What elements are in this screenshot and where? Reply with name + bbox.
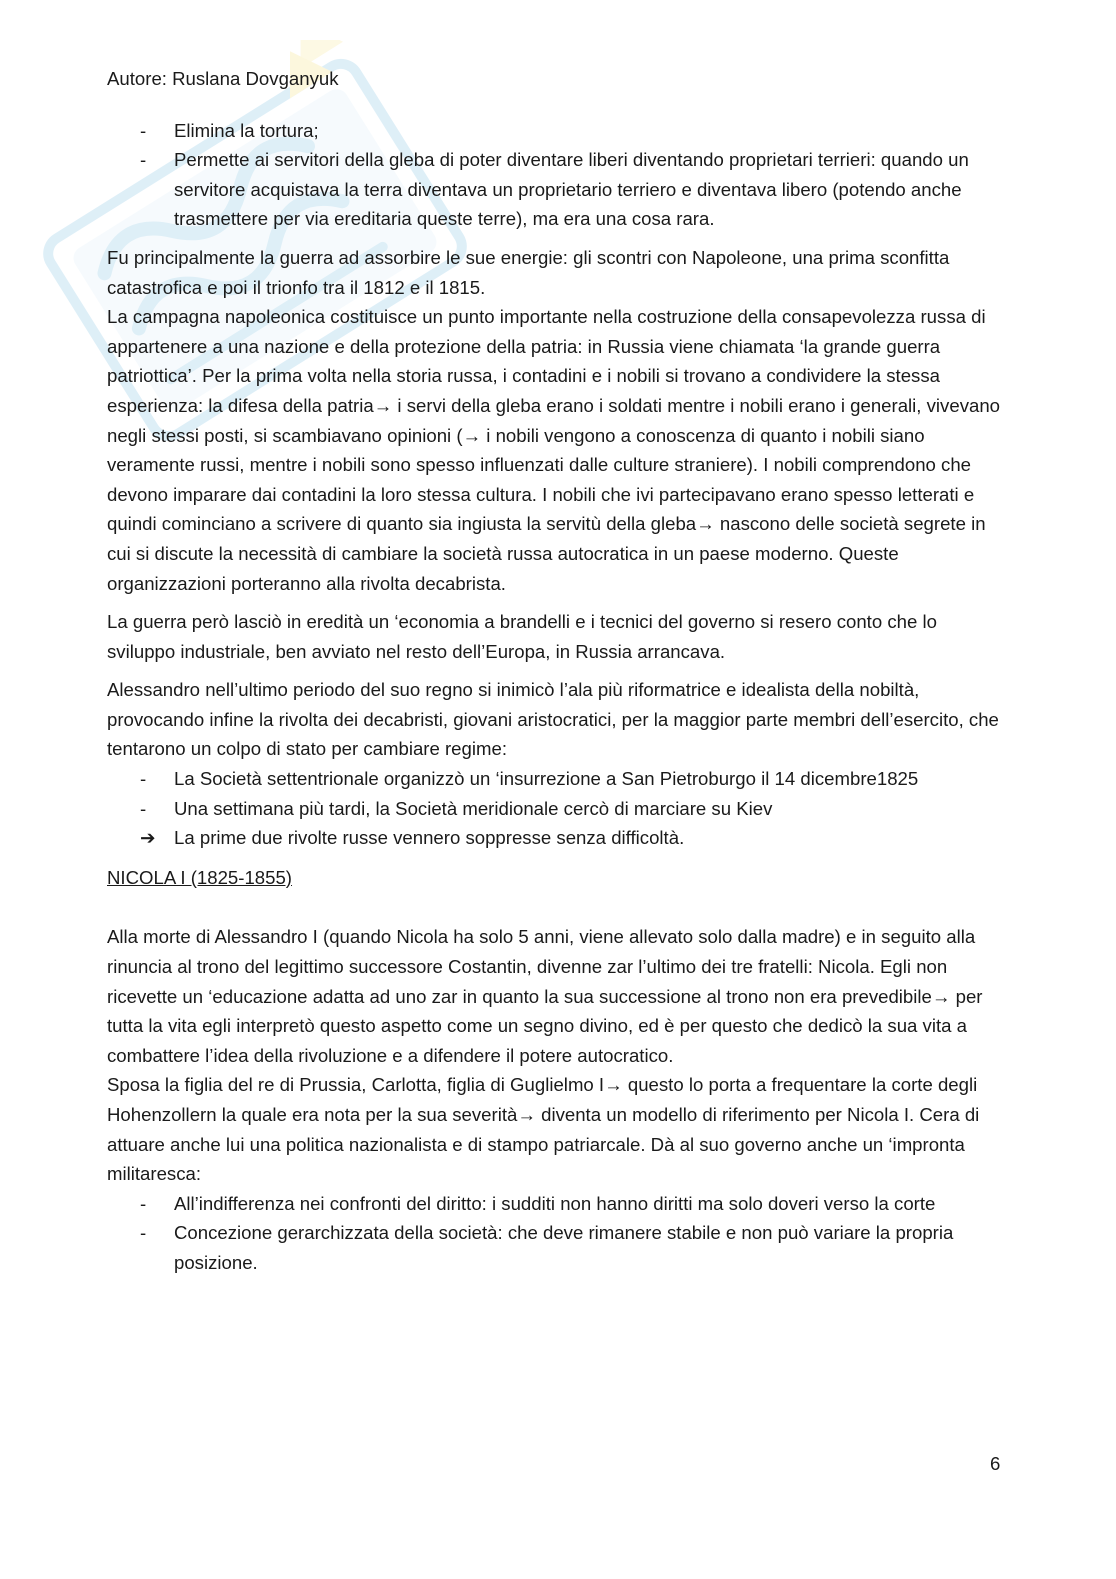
list-marker: -	[140, 149, 147, 171]
list-item	[107, 1218, 1007, 1277]
list-item	[107, 794, 1007, 824]
list-item	[107, 764, 1007, 794]
list-item	[107, 145, 1007, 234]
list-item-text: Permette ai servitori della gleba di poter diventare liberi diventando proprietari terrieri: quando un servitore acquistava la terra diventava un proprietario terriero e diventava libero (potendo anche trasmettere per via ereditaria queste terre), ma era una cosa rara.	[174, 149, 969, 230]
list-marker: -	[140, 1222, 147, 1244]
list-marker: -	[140, 119, 147, 141]
paragraph: La campagna napoleonica costituisce un punto importante nella costruzione della consapevolezza russa di appartenere a una nazione e della protezione della patria: in Russia viene chiamata ‘la grande guerra patriottica’. Per la prima volta nella storia russa, i contadini e i nobili si trovano a condividere la stessa esperienza: la difesa della patria→ i servi della gleba erano i soldati mentre i nobili erano i generali, vivevano negli stessi posti, si scambiavano opinioni (→ i nobili vengono a conoscenza di quanto i nobili siano veramente russi, mentre i nobili sono spesso influenzati dalle culture straniere). I nobili comprendono che devono imparare dai contadini la loro stessa cultura. I nobili che ivi partecipavano erano spesso letterati e quindi cominciano a scrivere di quanto sia ingiusta la servitù della gleba→ nascono delle società segrete in cui si discute la necessità di cambiare la società russa autocratica in un paese moderno. Queste organizzazioni porteranno alla rivolta decabrista.	[107, 306, 1001, 594]
arrow-icon: ➔	[140, 827, 156, 849]
list-item	[107, 1189, 1007, 1219]
page-number: 6	[990, 1453, 1001, 1474]
list-item-text: Una settimana più tardi, la Società meridionale cercò di marciare su Kiev	[174, 797, 773, 819]
paragraph: La guerra però lasciò in eredità un ‘economia a brandelli e i tecnici del governo si resero conto che lo sviluppo industriale, ben avviato nel resto dell’Europa, in Russia arrancava.	[107, 611, 937, 662]
page-content	[107, 64, 1007, 1278]
paragraph: Sposa la figlia del re di Prussia, Carlotta, figlia di Guglielmo I→ questo lo porta a frequentare la corte degli Hohenzollern la quale era nota per la sua severità→ diventa un modello di riferimento per Nicola I. Cera di attuare anche lui una politica nazionalista e di stampo patriarcale. Dà al suo governo anche un ‘impronta militaresca:	[107, 1074, 980, 1185]
list-item	[107, 823, 1007, 853]
author-line: Autore: Ruslana Dovganyuk	[107, 68, 339, 89]
paragraph: Fu principalmente la guerra ad assorbire le sue energie: gli scontri con Napoleone, una prima sconfitta catastrofica e poi il trionfo tra il 1812 e il 1815.	[107, 246, 950, 298]
list-marker: -	[140, 797, 147, 819]
reform-list	[107, 116, 1007, 234]
list-item	[107, 116, 1007, 146]
list-marker: -	[140, 768, 147, 790]
revolt-list	[107, 764, 1007, 853]
paragraph: Alessandro nell’ultimo periodo del suo regno si inimicò l’ala più riformatrice e idealista della nobiltà, provocando infine la rivolta dei decabristi, giovani aristocratici, per la maggior parte membri dell’esercito, che tentarono un colpo di stato per cambiare regime:	[107, 679, 999, 760]
list-marker: -	[140, 1192, 147, 1214]
list-item-text: Elimina la tortura;	[174, 119, 319, 141]
list-item-text: Concezione gerarchizzata della società: che deve rimanere stabile e non può variare la propria posizione.	[174, 1222, 954, 1273]
section-heading: NICOLA I (1825-1855)	[107, 866, 293, 888]
list-item-text: La Società settentrionale organizzò un ‘insurrezione a San Pietroburgo il 14 dicembre1825	[174, 768, 919, 790]
list-item-text: All’indifferenza nei confronti del diritto: i sudditi non hanno diritti ma solo doveri verso la corte	[174, 1192, 936, 1214]
list-item-text: La prime due rivolte russe vennero soppresse senza difficoltà.	[174, 827, 685, 849]
government-traits-list	[107, 1189, 1007, 1278]
paragraph: Alla morte di Alessandro I (quando Nicola ha solo 5 anni, viene allevato solo dalla madre) e in seguito alla rinuncia al trono del legittimo successore Costantin, divenne zar l’ultimo dei tre fratelli: Nicola. Egli non ricevette un ‘educazione adatta ad uno zar in quanto la sua successione al trono non era prevedibile→ per tutta la vita egli interpretò questo aspetto come un segno divino, ed è per questo che dedicò la sua vita a combattere l’idea della rivoluzione e a difendere il potere autocratico.	[107, 926, 983, 1066]
